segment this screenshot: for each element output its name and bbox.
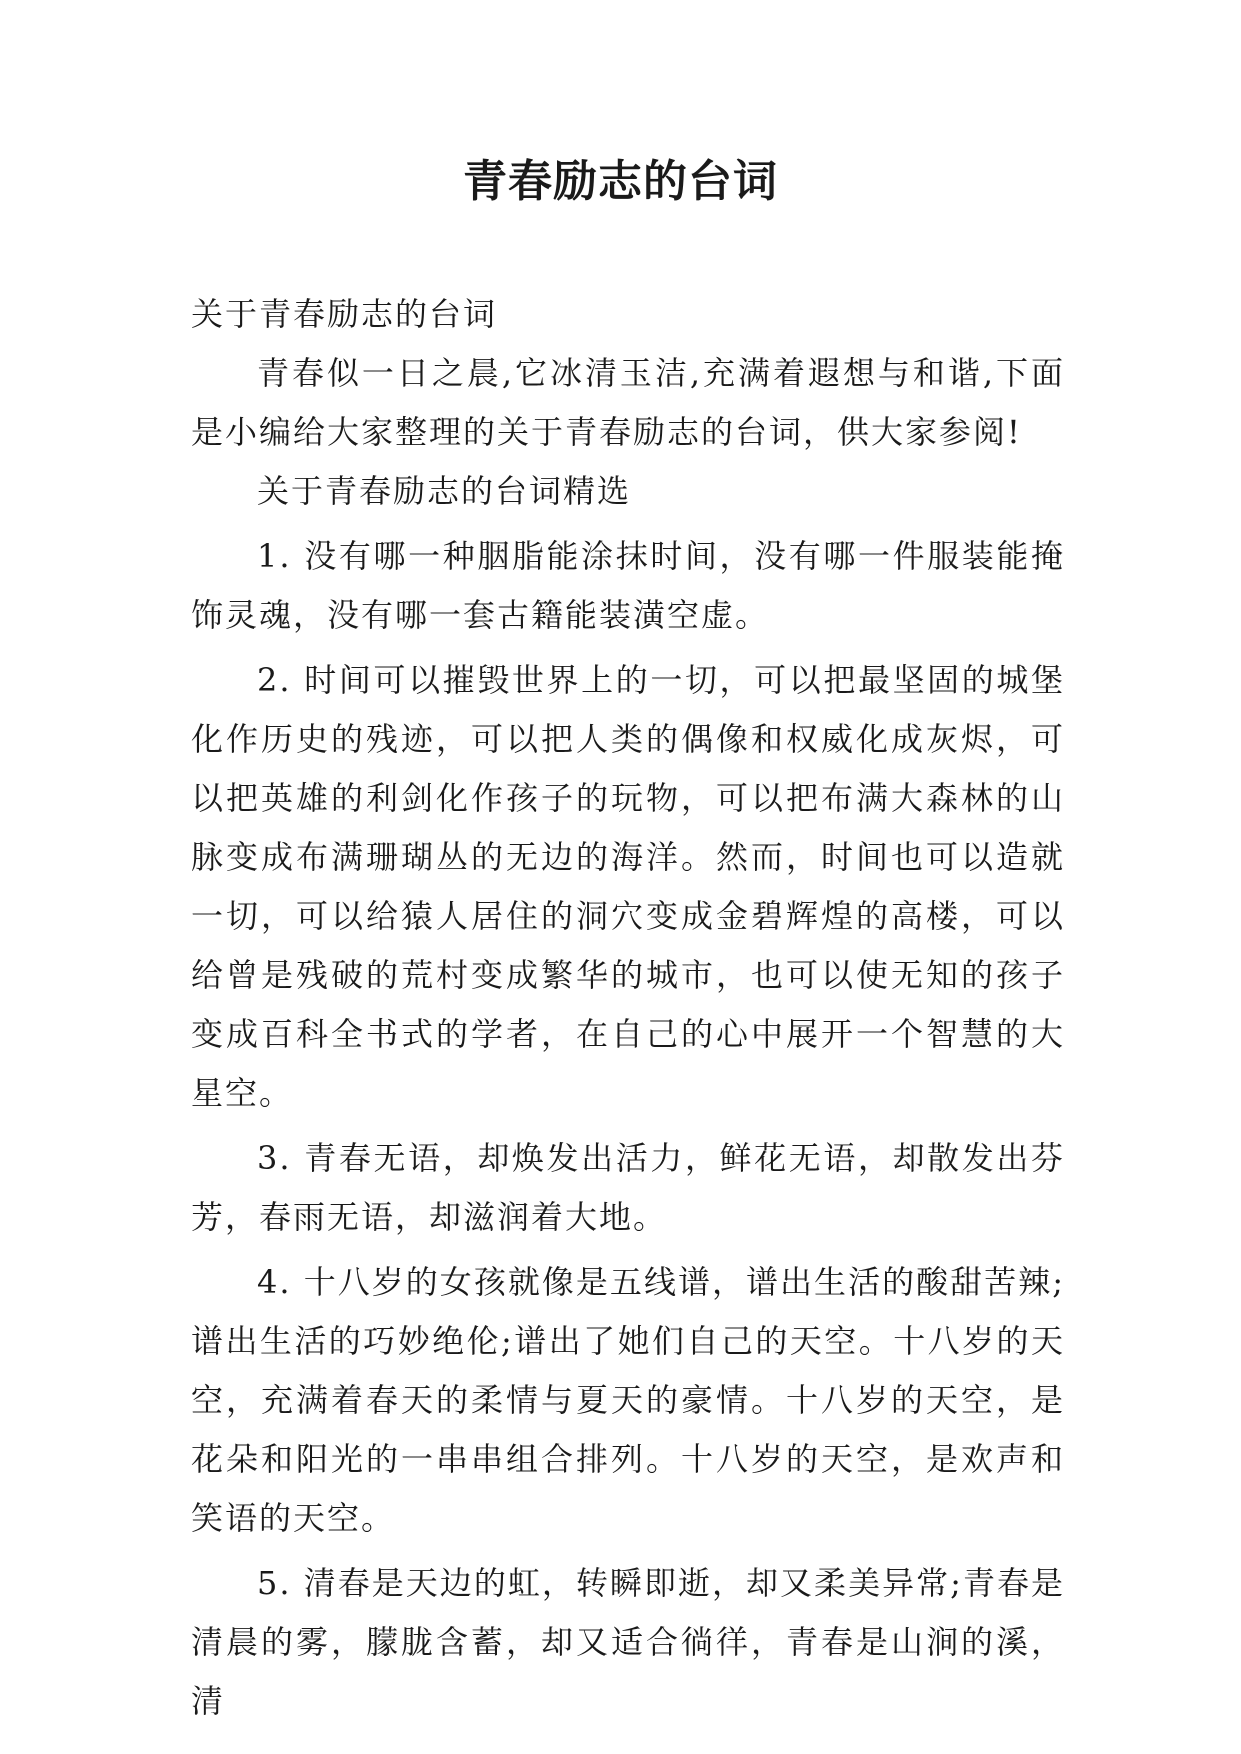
subtitle: 关于青春励志的台词 [191,295,498,333]
quote-item-2: 2. 时间可以摧毁世界上的一切，可以把最坚固的城堡化作历史的残迹，可以把人类的偶像和权威化成灰烬，可以把英雄的利剑化作孩子的玩物，可以把布满大森林的山脉变成布满珊瑚丛的无边的海洋。然而，时间也可以造就一切，可以给猿人居住的洞穴变成金碧辉煌的高楼，可以给曾是残破的荒村变成繁华的城市，也可以使无知的孩子变成百科全书式的学者，在自己的心中展开一个智慧的大星空。 [191,661,1065,1112]
intro-paragraph: 青春似一日之晨,它冰清玉洁,充满着遐想与和谐,下面是小编给大家整理的关于青春励志的台词，供大家参阅! [191,354,1065,451]
quote-item-4: 4. 十八岁的女孩就像是五线谱，谱出生活的酸甜苦辣;谱出生活的巧妙绝伦;谱出了她们自己的天空。十八岁的天空，充满着春天的柔情与夏天的豪情。十八岁的天空，是花朵和阳光的一串串组合排列。十八岁的天空，是欢声和笑语的天空。 [191,1263,1065,1537]
document-body [191,285,1065,1731]
section-heading: 关于青春励志的台词精选 [257,472,632,510]
quote-item-5: 5. 清春是天边的虹，转瞬即逝，却又柔美异常;青春是清晨的雾，朦胧含蓄，却又适合徜徉，青春是山涧的溪，清 [191,1564,1065,1720]
quote-item-1: 1. 没有哪一种胭脂能涂抹时间，没有哪一件服装能掩饰灵魂，没有哪一套古籍能装潢空虚。 [191,537,1065,634]
quote-item-3: 3. 青春无语，却焕发出活力，鲜花无语，却散发出芬芳，春雨无语，却滋润着大地。 [191,1139,1065,1236]
document-title: 青春励志的台词 [463,156,778,207]
